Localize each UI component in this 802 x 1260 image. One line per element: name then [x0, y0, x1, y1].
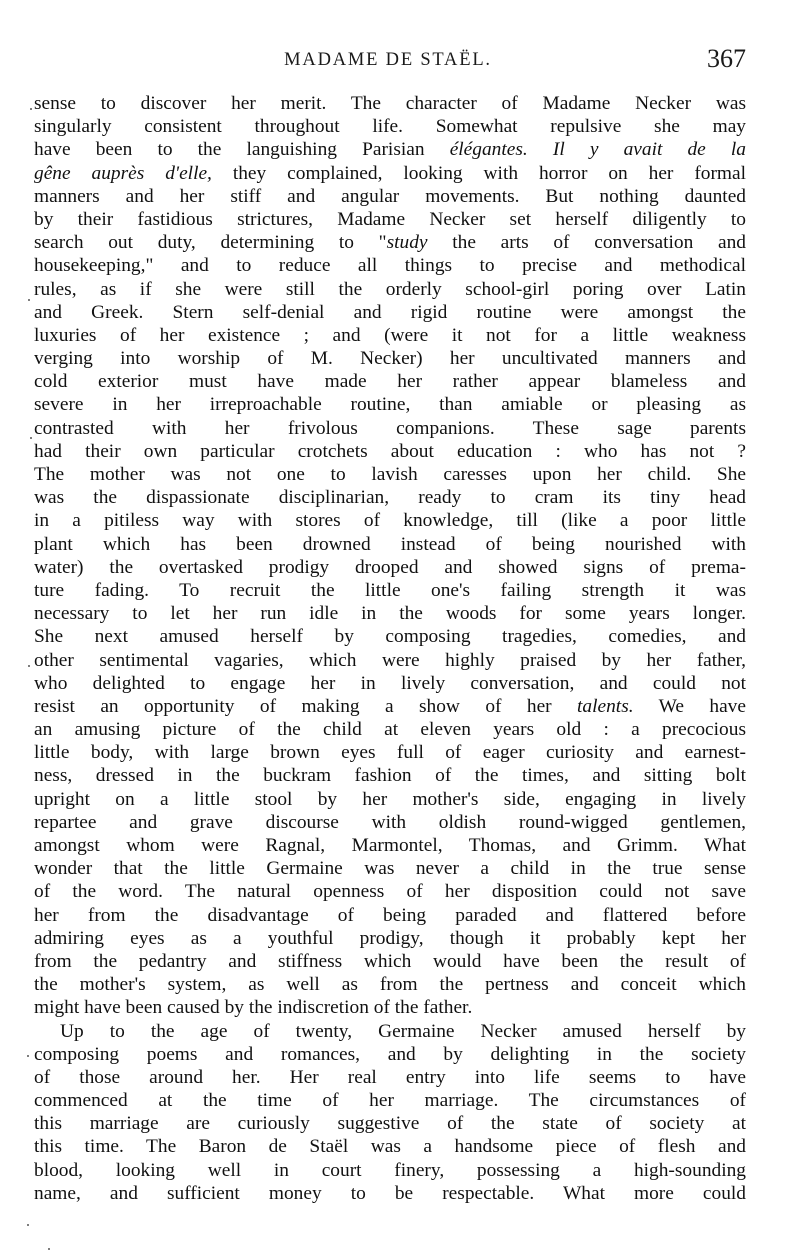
- text-line: who delighted to engage her in lively conversation, and could not: [34, 672, 746, 694]
- text-line: this marriage are curiously suggestive of the state of society at: [34, 1113, 746, 1135]
- text-line: wonder that the little Germaine was never a child in the true sense: [34, 858, 746, 880]
- text-line: [34, 231, 746, 254]
- text-line: name, and sufficient money to be respectable. What more could: [34, 1182, 746, 1204]
- text-run: search out duty, determining to ": [34, 232, 387, 254]
- text-line: manners and her stiff and angular movements. But nothing daunted: [34, 185, 746, 207]
- text-line: admiring eyes as a youthful prodigy, though it probably kept her: [34, 927, 746, 949]
- text-run: resist an opportunity of making a show of her: [34, 695, 578, 717]
- text-line: plant which has been drowned instead of being nourished with: [34, 533, 746, 555]
- text-line: of those around her. Her real entry into life seems to have: [34, 1066, 746, 1088]
- italic-phrase: study: [386, 232, 428, 254]
- ink-speck: [27, 1055, 29, 1057]
- italic-phrase: Il y avait de la: [552, 139, 746, 161]
- text-line: had their own particular crotchets about education : who has not ?: [34, 440, 746, 462]
- text-line: might have been caused by the indiscretion of the father.: [34, 997, 473, 1019]
- running-title: MADAME DE STAËL.: [284, 50, 492, 70]
- text-line: [34, 695, 746, 718]
- text-line: her from the disadvantage of being paraded and flattered before: [34, 904, 746, 926]
- text-line: blood, looking well in court finery, possessing a high-sounding: [34, 1159, 746, 1181]
- text-line: contrasted with her frivolous companions. These sage parents: [34, 417, 746, 439]
- text-line: rules, as if she were still the orderly school-girl poring over Latin: [34, 278, 746, 300]
- text-line: by their fastidious strictures, Madame Necker set herself diligently to: [34, 208, 746, 230]
- ink-speck: [28, 665, 30, 667]
- text-line: the mother's system, as well as from the pertness and conceit which: [34, 974, 746, 996]
- text-line: singularly consistent throughout life. Somewhat repulsive she may: [34, 116, 746, 138]
- italic-phrase: gêne auprès d'elle,: [34, 162, 212, 184]
- text-run: they complained, looking with horror on her formal: [211, 162, 746, 184]
- ink-speck: [30, 108, 32, 110]
- ink-speck: [28, 299, 30, 301]
- text-line: other sentimental vagaries, which were highly praised by her father,: [34, 649, 746, 671]
- text-line: commenced at the time of her marriage. The circumstances of: [34, 1090, 746, 1112]
- text-run: We have: [633, 695, 746, 717]
- text-line: little body, with large brown eyes full of eager curiosity and earnest-: [34, 742, 746, 764]
- text-line: in a pitiless way with stores of knowledge, till (like a poor little: [34, 510, 746, 532]
- text-line: amongst whom were Ragnal, Marmontel, Thomas, and Grimm. What: [34, 835, 746, 856]
- text-line: and Greek. Stern self-denial and rigid routine were amongst the: [34, 301, 746, 323]
- text-run: the arts of conversation and: [427, 232, 746, 254]
- text-line: this time. The Baron de Staël was a handsome piece of flesh and: [34, 1136, 746, 1158]
- text-line: The mother was not one to lavish caresses upon her child. She: [34, 464, 746, 485]
- text-line: verging into worship of M. Necker) her uncultivated manners and: [34, 348, 746, 370]
- text-line: [34, 138, 746, 161]
- text-line: water) the overtasked prodigy drooped and showed signs of prema-: [34, 556, 746, 578]
- text-run: [528, 139, 553, 160]
- text-line: upright on a little stool by her mother's side, engaging in lively: [34, 788, 746, 810]
- running-head: [30, 44, 746, 80]
- text-line: from the pedantry and stiffness which would have been the result of: [34, 950, 746, 972]
- italic-phrase: élégantes.: [449, 139, 528, 161]
- text-line: composing poems and romances, and by delighting in the society: [34, 1043, 746, 1065]
- page-number: 367: [707, 44, 746, 73]
- text-line: Up to the age of twenty, Germaine Necker amused herself by: [60, 1020, 746, 1042]
- text-line: housekeeping," and to reduce all things to precise and methodical: [34, 255, 746, 277]
- text-line: sense to discover her merit. The character of Madame Necker was: [34, 93, 746, 114]
- text-line: repartee and grave discourse with oldish round-wigged gentlemen,: [34, 811, 746, 833]
- ink-speck: [27, 1224, 29, 1226]
- text-line: severe in her irreproachable routine, than amiable or pleasing as: [34, 394, 746, 416]
- text-line: [34, 162, 746, 185]
- ink-speck: [48, 1248, 50, 1250]
- text-line: luxuries of her existence ; and (were it not for a little weakness: [34, 324, 746, 346]
- text-line: ness, dressed in the buckram fashion of the times, and sitting bolt: [34, 765, 746, 787]
- text-line: an amusing picture of the child at eleven years old : a precocious: [34, 719, 746, 741]
- text-line: She next amused herself by composing tragedies, comedies, and: [34, 626, 746, 648]
- text-line: of the word. The natural openness of her disposition could not save: [34, 881, 746, 903]
- text-run: have been to the languishing Parisian: [34, 139, 450, 161]
- text-line: cold exterior must have made her rather appear blameless and: [34, 371, 746, 393]
- ink-speck: [30, 437, 32, 439]
- italic-phrase: talents.: [577, 695, 634, 717]
- text-line: was the dispassionate disciplinarian, ready to cram its tiny head: [34, 487, 746, 509]
- body-text: [34, 92, 746, 1205]
- text-line: ture fading. To recruit the little one's failing strength it was: [34, 579, 746, 601]
- text-line: necessary to let her run idle in the woods for some years longer.: [34, 603, 746, 625]
